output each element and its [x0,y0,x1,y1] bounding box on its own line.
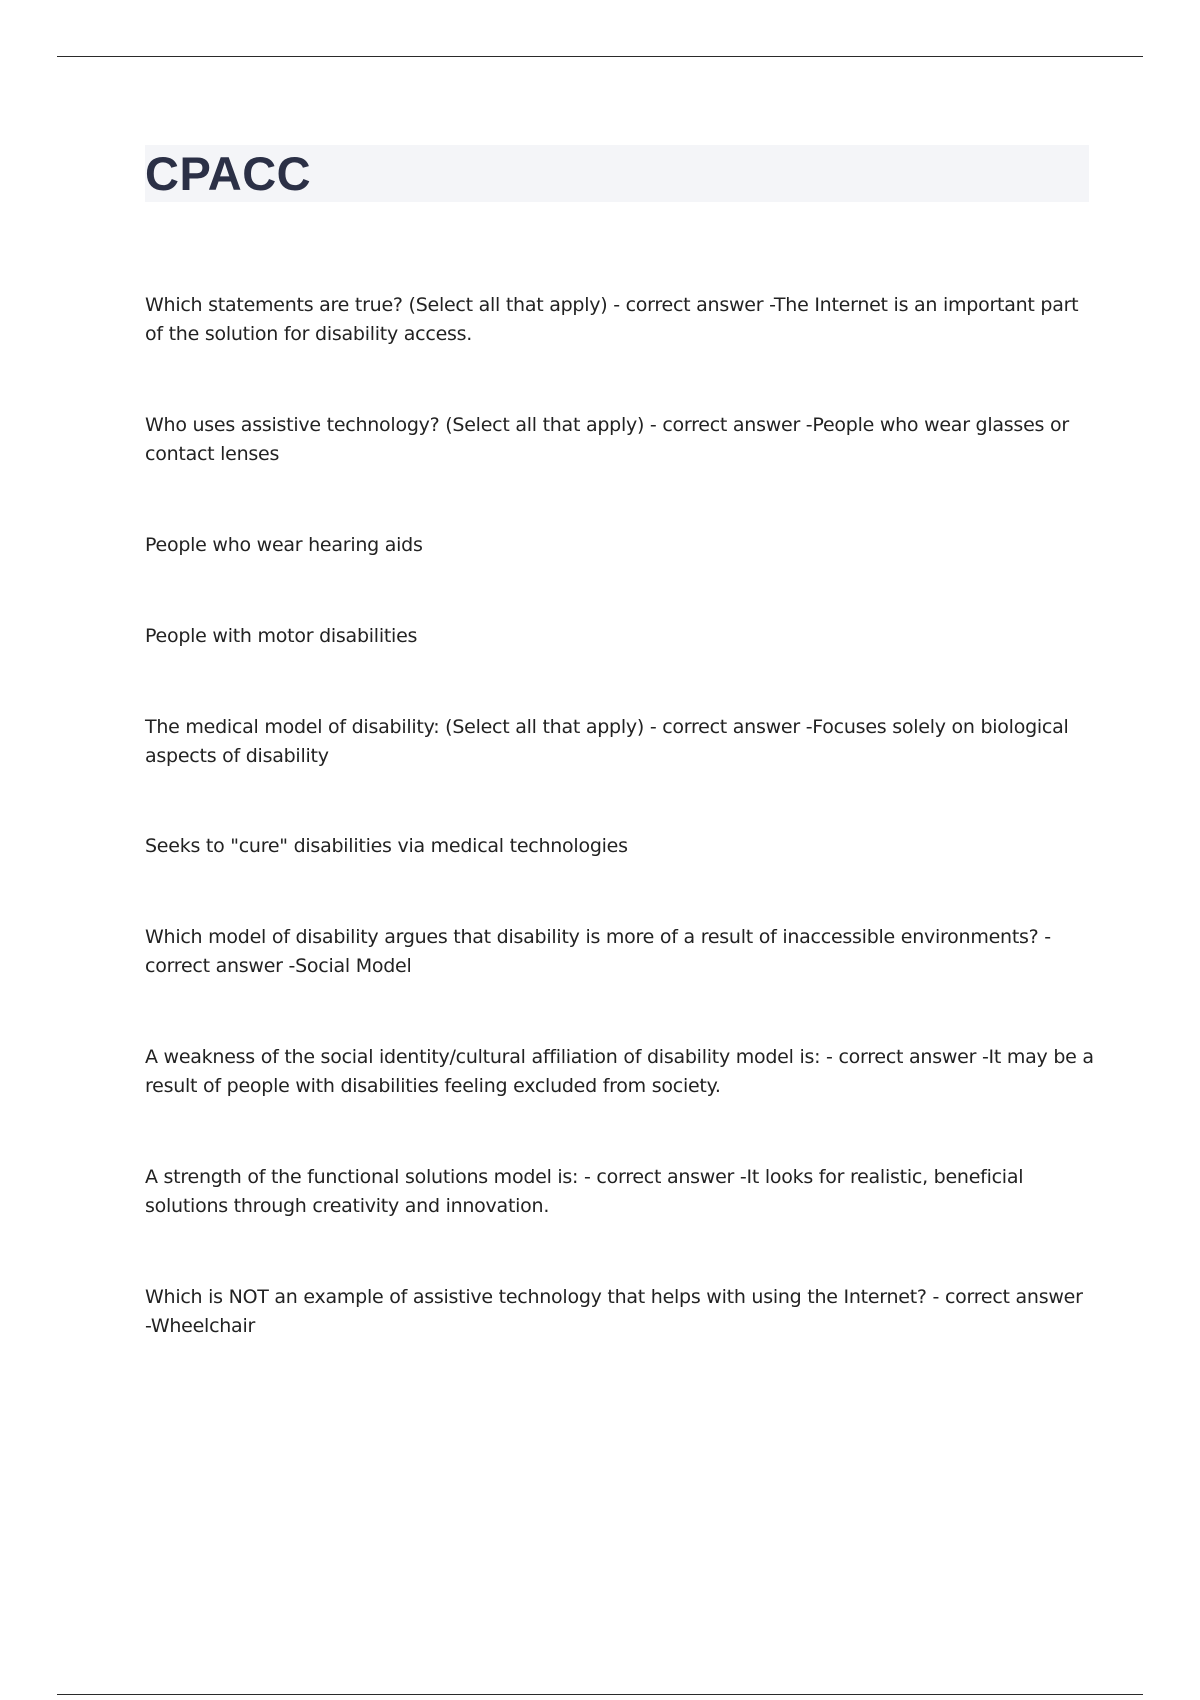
bottom-rule [57,1694,1143,1695]
paragraph: Which is NOT an example of assistive technology that helps with using the Internet? - correct answer -Wheelchair [145,1286,1083,1337]
paragraph: People with motor disabilities [145,625,418,647]
paragraph: Which statements are true? (Select all that apply) - correct answer -The Internet is an important part of the solution for disability access. [145,294,1079,345]
paragraph: Which model of disability argues that disability is more of a result of inaccessible environments? - correct answer -Social Model [145,926,1051,977]
paragraph: A strength of the functional solutions model is: - correct answer -It looks for realistic, beneficial solutions through creativity and innovation. [145,1166,1024,1217]
title-band [145,145,1089,202]
paragraph: The medical model of disability: (Select all that apply) - correct answer -Focuses solely on biological aspects of disability [145,716,1069,767]
paragraph: Who uses assistive technology? (Select all that apply) - correct answer -People who wear glasses or contact lenses [145,414,1069,465]
page-title: CPACC [145,147,312,200]
paragraph: A weakness of the social identity/cultural affiliation of disability model is: - correct answer -It may be a result of people with disabilities feeling excluded from society. [145,1046,1094,1097]
paragraph: People who wear hearing aids [145,534,423,556]
top-rule [57,56,1143,57]
paragraph: Seeks to "cure" disabilities via medical technologies [145,835,628,857]
